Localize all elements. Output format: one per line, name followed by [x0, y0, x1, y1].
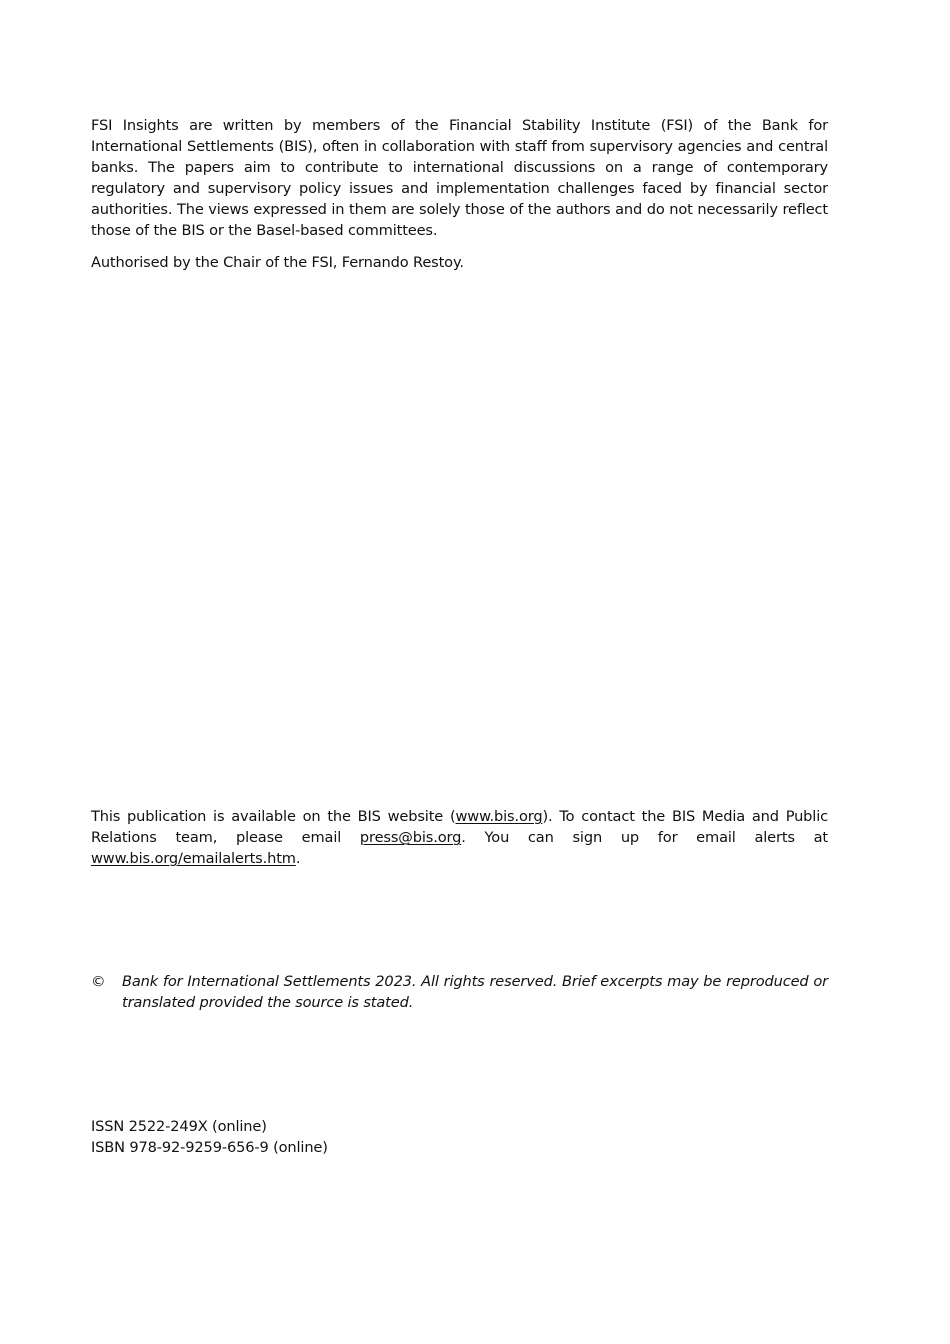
copyright-notice	[91, 971, 828, 1013]
email-link[interactable]: press@bis.org	[359, 829, 462, 846]
issn-line: ISSN 2522-249X (online)	[91, 1118, 267, 1135]
copyright-symbol: ©	[91, 973, 106, 990]
copyright-text: Bank for International Settlements 2023. All rights reserved. Brief excerpts may be reproduced or translated provided the source is stated.	[122, 973, 828, 1011]
isbn-line: ISBN 978-92-9259-656-9 (online)	[91, 1139, 328, 1156]
authorisation-line: Authorised by the Chair of the FSI, Fernando Restoy.	[91, 254, 464, 271]
website-link[interactable]: www.bis.org	[455, 808, 543, 825]
availability-paragraph	[91, 806, 828, 869]
availability-text-2: ). To contact the BIS Media and Public Relations team, please email	[91, 808, 828, 846]
intro-paragraph: FSI Insights are written by members of the Financial Stability Institute (FSI) of the Bank for International Settlements (BIS), often in collaboration with staff from supervisory agencies and central banks. The papers aim to contribute to international discussions on a range of contemporary regulatory and supervisory policy issues and implementation challenges faced by financial sector authorities. The views expressed in them are solely those of the authors and do not necessarily reflect those of the BIS or the Basel-based committees.	[91, 117, 828, 239]
availability-text-3: . You can sign up for email alerts at	[461, 829, 828, 846]
availability-text-1: This publication is available on the BIS website (	[91, 808, 456, 825]
availability-text-end: .	[295, 850, 301, 867]
email-alerts-link[interactable]: www.bis.org/emailalerts.htm	[91, 850, 296, 867]
publication-identifiers	[91, 1116, 828, 1158]
